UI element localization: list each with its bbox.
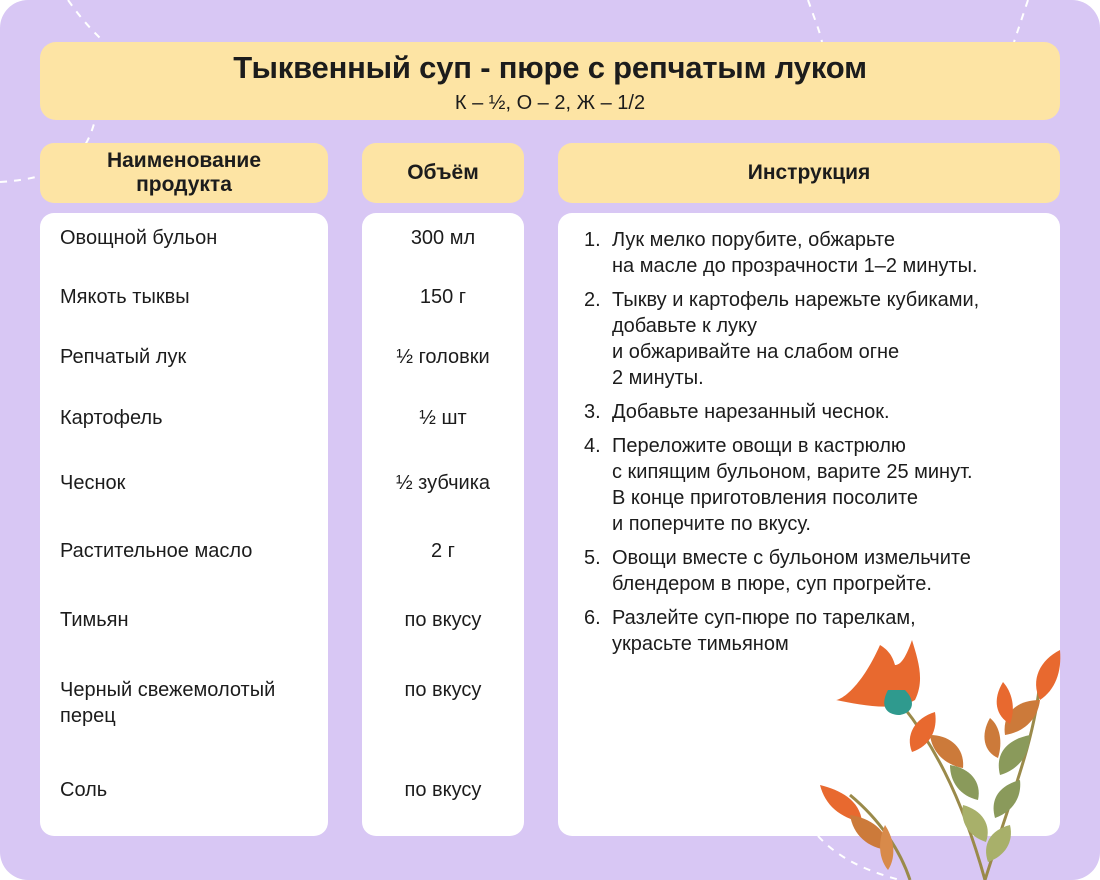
ingredient-volume: по вкусу bbox=[404, 779, 482, 801]
ingredient-name: Черный свежемолотый перец bbox=[60, 679, 276, 727]
ingredient-name: Мякоть тыквы bbox=[60, 286, 190, 308]
ingredient-volume: 150 г bbox=[419, 286, 467, 308]
ingredient-name: Картофель bbox=[60, 407, 163, 429]
instruction-step bbox=[584, 605, 1054, 657]
title-banner bbox=[40, 42, 1060, 120]
ingredient-name-panel bbox=[40, 213, 328, 836]
step-number: 6. bbox=[584, 607, 601, 629]
instruction-panel bbox=[558, 213, 1060, 836]
ingredient-volume: по вкусу bbox=[404, 679, 482, 701]
step-number: 3. bbox=[584, 401, 601, 423]
ingredient-name: Чеснок bbox=[60, 472, 126, 494]
step-text: Тыкву и картофель нарежьте кубиками, добавьте к луку и обжаривайте на слабом огне 2 минуты. bbox=[612, 289, 980, 389]
instruction-step bbox=[584, 287, 1054, 391]
ingredient-name: Овощной бульон bbox=[60, 227, 218, 249]
ingredient-volume: по вкусу bbox=[404, 609, 482, 631]
ingredient-volume: ½ шт bbox=[419, 407, 467, 429]
instruction-step bbox=[584, 545, 1054, 597]
ingredient-name: Репчатый лук bbox=[60, 346, 187, 368]
ingredient-name: Тимьян bbox=[60, 609, 129, 631]
instruction-step bbox=[584, 399, 1054, 425]
column-header-name-label: Наименование продукта bbox=[106, 149, 262, 196]
column-header-name bbox=[40, 143, 328, 203]
ingredient-name: Растительное масло bbox=[60, 540, 253, 562]
ingredient-name: Соль bbox=[60, 779, 108, 801]
instruction-list bbox=[584, 227, 1054, 665]
ingredient-volume: 2 г bbox=[431, 540, 455, 562]
column-header-volume-label: Объём bbox=[407, 161, 479, 184]
page-title: Тыквенный суп - пюре с репчатым луком bbox=[233, 50, 867, 85]
column-header-volume bbox=[362, 143, 524, 203]
column-header-instruction bbox=[558, 143, 1060, 203]
page-subtitle: К – ½, О – 2, Ж – 1/2 bbox=[454, 92, 646, 114]
step-number: 5. bbox=[584, 547, 601, 569]
step-number: 1. bbox=[584, 229, 601, 251]
ingredient-volume: ½ головки bbox=[396, 346, 490, 368]
step-text: Овощи вместе с бульоном измельчите блендером в пюре, суп прогрейте. bbox=[612, 547, 971, 595]
column-header-instruction-label: Инструкция bbox=[747, 161, 871, 184]
step-number: 4. bbox=[584, 435, 601, 457]
instruction-step bbox=[584, 433, 1054, 537]
instruction-step bbox=[584, 227, 1054, 279]
ingredient-volume-panel bbox=[362, 213, 524, 836]
step-text: Добавьте нарезанный чеснок. bbox=[612, 401, 890, 423]
step-text: Переложите овощи в кастрюлю с кипящим бульоном, варите 25 минут. В конце приготовления посолите и поперчите по вкусу. bbox=[612, 435, 973, 535]
ingredient-volume: 300 мл bbox=[410, 227, 476, 249]
step-text: Лук мелко порубите, обжарьте на масле до прозрачности 1–2 минуты. bbox=[612, 229, 978, 277]
step-text: Разлейте суп-пюре по тарелкам, украсьте тимьяном bbox=[612, 607, 916, 655]
step-number: 2. bbox=[584, 289, 601, 311]
ingredient-volume: ½ зубчика bbox=[395, 472, 491, 494]
